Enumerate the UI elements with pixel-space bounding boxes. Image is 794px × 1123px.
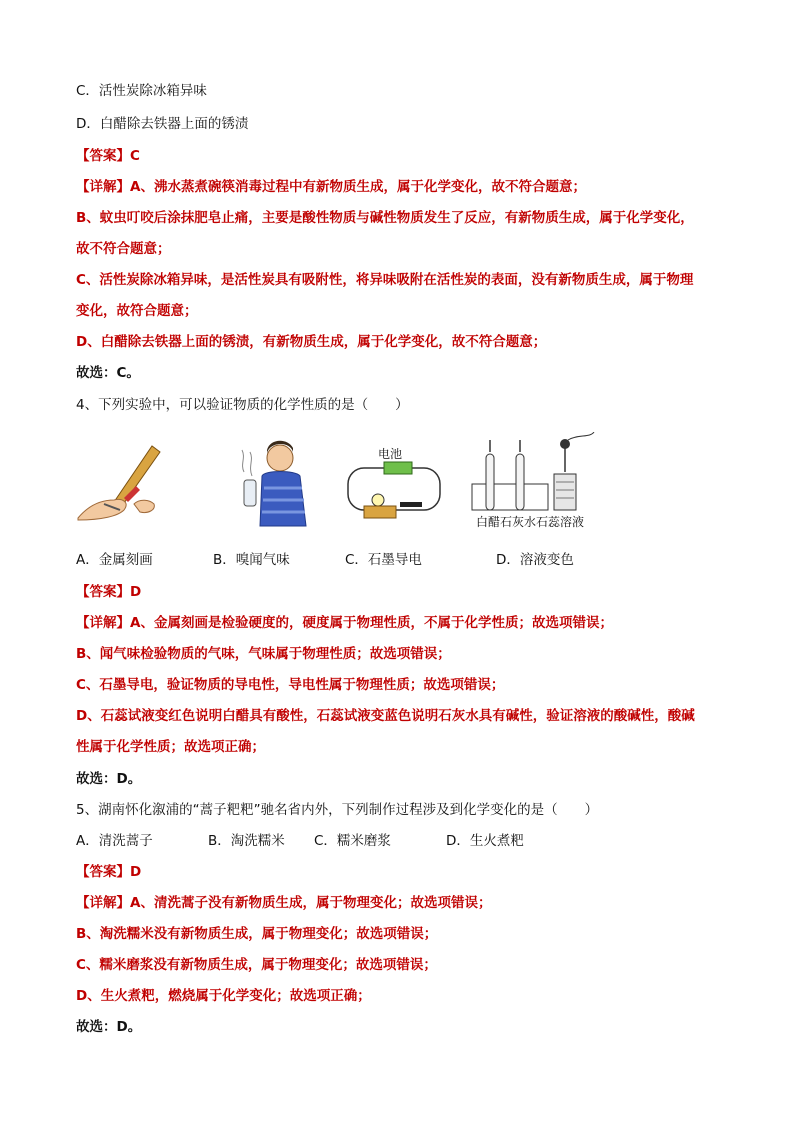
q4-option-a: A．金属刻画 — [76, 552, 153, 568]
figure-smelling — [230, 436, 320, 528]
detail-text: A、沸水蒸煮碗筷消毒过程中有新物质生成，属于化学变化，故不符合题意； — [130, 179, 586, 195]
answer-value: D — [130, 864, 142, 880]
q3-answer — [76, 147, 736, 165]
q3-detail-b-1: B、蚊虫叮咬后涂抹肥皂止痛，主要是酸性物质与碱性物质发生了反应，有新物质生成，属于化学变化， — [76, 210, 694, 226]
detail-tag: 【详解】 — [76, 179, 130, 195]
q3-detail-c-2: 变化，故符合题意； — [76, 303, 198, 319]
battery-label: 电池 — [378, 447, 403, 461]
q4-option-c: C．石墨导电 — [345, 552, 422, 568]
detail-tag: 【详解】 — [76, 895, 130, 911]
answer-tag: 【答案】 — [76, 864, 130, 880]
q4-detail-c: C、石墨导电，验证物质的导电性，导电性属于物理性质；故选项错误； — [76, 677, 505, 693]
q3-detail-c-1: C、活性炭除冰箱异味，是活性炭具有吸附性，将异味吸附在活性炭的表面，没有新物质生成，属于物理 — [76, 272, 694, 288]
q5-answer — [76, 863, 736, 881]
q4-option-d: D．溶液变色 — [496, 552, 574, 568]
detail-text: A、金属刻画是检验硬度的，硬度属于物理性质，不属于化学性质；故选项错误； — [130, 615, 613, 631]
q5-detail-d: D、生火煮粑，燃烧属于化学变化；故选项正确； — [76, 988, 371, 1004]
figure-solution-color — [468, 432, 608, 532]
q4-answer — [76, 583, 736, 601]
q5-detail-c: C、糯米磨浆没有新物质生成，属于物理变化；故选项错误； — [76, 957, 437, 973]
q4-conclusion: 故选：D。 — [76, 771, 142, 787]
q4-detail-a — [76, 614, 736, 632]
answer-tag: 【答案】 — [76, 148, 130, 164]
q5-option-b: B．淘洗糯米 — [208, 833, 285, 849]
solutions-label: 白醋石灰水石蕊溶液 — [476, 515, 585, 529]
q3-detail-a — [76, 178, 736, 196]
q4-detail-b: B、闻气味检验物质的气味，气味属于物理性质；故选项错误； — [76, 646, 451, 662]
q5-stem: 5、湖南怀化溆浦的“蒿子粑粑”驰名省内外，下列制作过程涉及到化学变化的是（ ） — [76, 802, 599, 818]
detail-tag: 【详解】 — [76, 615, 130, 631]
detail-text: A、清洗蒿子没有新物质生成，属于物理变化；故选项错误； — [130, 895, 492, 911]
q3-option-d: D．白醋除去铁器上面的锈渍 — [76, 116, 249, 132]
answer-value: C — [130, 148, 140, 164]
q4-detail-d-2: 性属于化学性质；故选项正确； — [76, 739, 265, 755]
q3-conclusion: 故选：C。 — [76, 365, 140, 381]
q4-stem: 4、下列实验中，可以验证物质的化学性质的是（ ） — [76, 397, 409, 413]
answer-value: D — [130, 584, 142, 600]
figure-graphite-circuit — [344, 440, 444, 526]
q5-detail-b: B、淘洗糯米没有新物质生成，属于物理变化；故选项错误； — [76, 926, 438, 942]
figure-metal-scratch — [74, 440, 164, 522]
q5-conclusion: 故选：D。 — [76, 1019, 142, 1035]
answer-tag: 【答案】 — [76, 584, 130, 600]
q3-detail-b-2: 故不符合题意； — [76, 241, 171, 257]
q3-detail-d: D、白醋除去铁器上面的锈渍，有新物质生成，属于化学变化，故不符合题意； — [76, 334, 547, 350]
q5-option-c: C．糯米磨浆 — [314, 833, 391, 849]
q4-option-b: B．嗅闻气味 — [213, 552, 290, 568]
q4-detail-d-1: D、石蕊试液变红色说明白醋具有酸性，石蕊试液变蓝色说明石灰水具有碱性，验证溶液的酸碱性，酸碱 — [76, 708, 695, 724]
q5-option-a: A．清洗蒿子 — [76, 833, 153, 849]
q5-option-d: D．生火煮粑 — [446, 833, 524, 849]
q3-option-c: C．活性炭除冰箱异味 — [76, 83, 207, 99]
q5-detail-a — [76, 894, 736, 912]
